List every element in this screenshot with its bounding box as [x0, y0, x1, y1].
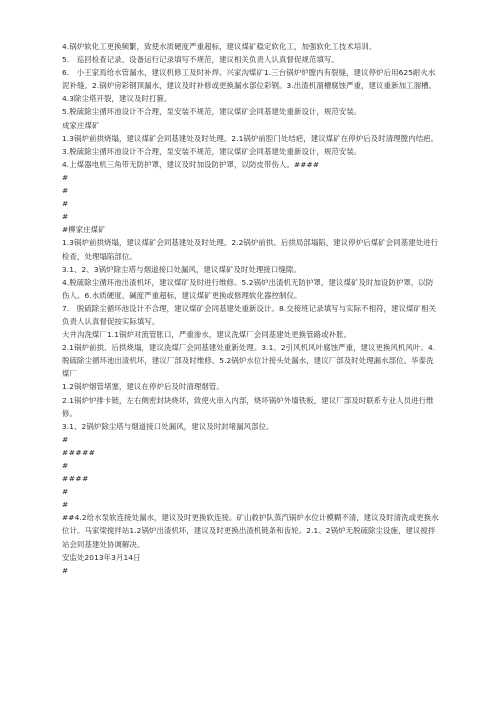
text-line: 4.锅炉软化工更换频繁，致使水质硬度严重超标，建议煤矿稳定软化工，加强软化工技术培训。	[62, 42, 377, 51]
text-line: 3.1、2、3锅炉除尘塔与烟道接口处漏风，建议煤矿及时处理接口缝隙。	[62, 264, 301, 274]
text-line: 6. 小王家焉给水管漏水，建议机修工及时补焊。兴家沟煤矿1.三台锅炉炉膛内有裂缝，建议停炉后用625耐火水泥补缝。2.锅炉房彩钢顶漏水，建议及时补修或更换漏水部位彩钢。3.出渣机溜槽腐蚀严重，建议重新加工溜槽。4.3除尘塔开裂，建议及时打箍。	[62, 68, 437, 104]
hash-mark: #	[62, 199, 69, 209]
hash-mark: #	[62, 186, 69, 196]
hash-mark: #	[62, 487, 69, 497]
text-line: 1.3锅炉前拱烧塌，建议煤矿会同基建处及时处理。2.2锅炉前拱、后拱局部塌陷，建议停炉后煤矿会同基建处进行检查，处理塌陷部位。	[62, 238, 439, 261]
section-heading: #柳家庄煤矿	[62, 225, 106, 235]
section-heading: 成家庄煤矿	[62, 120, 100, 130]
hash-mark: #	[62, 461, 69, 470]
text-line: ##4.2给水泵软连接处漏水，建议及时更换软连接。矿山救护队蒸汽锅炉水位计模糊不清，建议及时清洗或更换水位计。马家梁搅拌站1.2锅炉出渣机坏，建议及时更换出渣机链条和齿轮。2.1、2锅炉无脱硫除尘设施，建议搅拌站会同基建处协调解决。	[62, 513, 439, 549]
hash-mark: #	[62, 212, 69, 222]
hash-mark: ####	[62, 474, 89, 484]
text-line: 4.脱硫除尘循环池出渣机坏，建议煤矿及时进行维修。5.2锅炉出渣机无防护罩，建议煤矿及时加设防护罩，以防伤人。6.水质硬度、碱度严重超标，建议煤矿更换或修理软化器控制仪。	[62, 277, 434, 300]
hash-mark: #	[62, 565, 69, 575]
text-line: 大井沟洗煤厂1.1锅炉对流管胀口，严重渗水，建议洗煤厂会同基建处更换管路或补胀。	[62, 330, 352, 340]
text-line: 3.1、2锅炉除尘塔与烟道接口处漏风，建议及时封堵漏风部位。	[62, 421, 274, 431]
text-line: 1.3锅炉前拱烧塌，建议煤矿会同基建处及时处理。2.1锅炉前腔门处结疤，建议煤矿在停炉后及时清理膛内结疤。3.脱硫除尘循环池设计不合理，泵安装不规范，建议煤矿会同基建处重新设计，规范安装。	[62, 133, 439, 156]
text-line: 7. 脱硫除尘循环池设计不合理，建议煤矿会同基建处重新设计。8.交接班记录填写与实际不相符，建议煤矿相关负责人认真督促按实际填写。	[62, 303, 437, 326]
document-body	[62, 40, 440, 577]
text-line: 5. 巡回检查记录、设备运行记录填写不规范，建议相关负责人认真督促规范填写。	[62, 55, 339, 65]
hash-mark: #	[62, 172, 69, 182]
text-line: 4.上煤器电机三角带无防护罩，建议及时加设防护罩，以防皮带伤人。####	[62, 159, 320, 169]
text-line: 2.1锅炉前拱、后拱烧塌，建议洗煤厂会同基建处重新处理。3.1、2引风机风叶腐蚀严重，建议更换风机风叶。4.脱硫除尘循环池出渣机坏，建议厂部及时维修。5.2锅炉水位计接头处漏水，建议厂部及时处理漏水部位。华泰洗煤厂	[62, 343, 436, 379]
text-line: 5.脱硫除尘循环池设计不合理，泵安装不规范，建议煤矿会同基建处重新设计，规范安装。	[62, 107, 362, 117]
hash-mark: #####	[62, 447, 96, 457]
hash-mark: #	[62, 500, 69, 510]
hash-mark: #	[62, 434, 69, 444]
text-line: 2.1锅炉炉排卡链，左右侧密封块烧坏，致使火串入内部，烧坏锅炉外墙铁板，建议厂部及时联系专业人员进行维修。	[62, 395, 434, 418]
signature-date: 安监处2013年3月14日	[62, 552, 141, 562]
text-line: 1.2锅炉烟管堵塞，建议在停炉后及时清理烟管。	[62, 382, 224, 392]
